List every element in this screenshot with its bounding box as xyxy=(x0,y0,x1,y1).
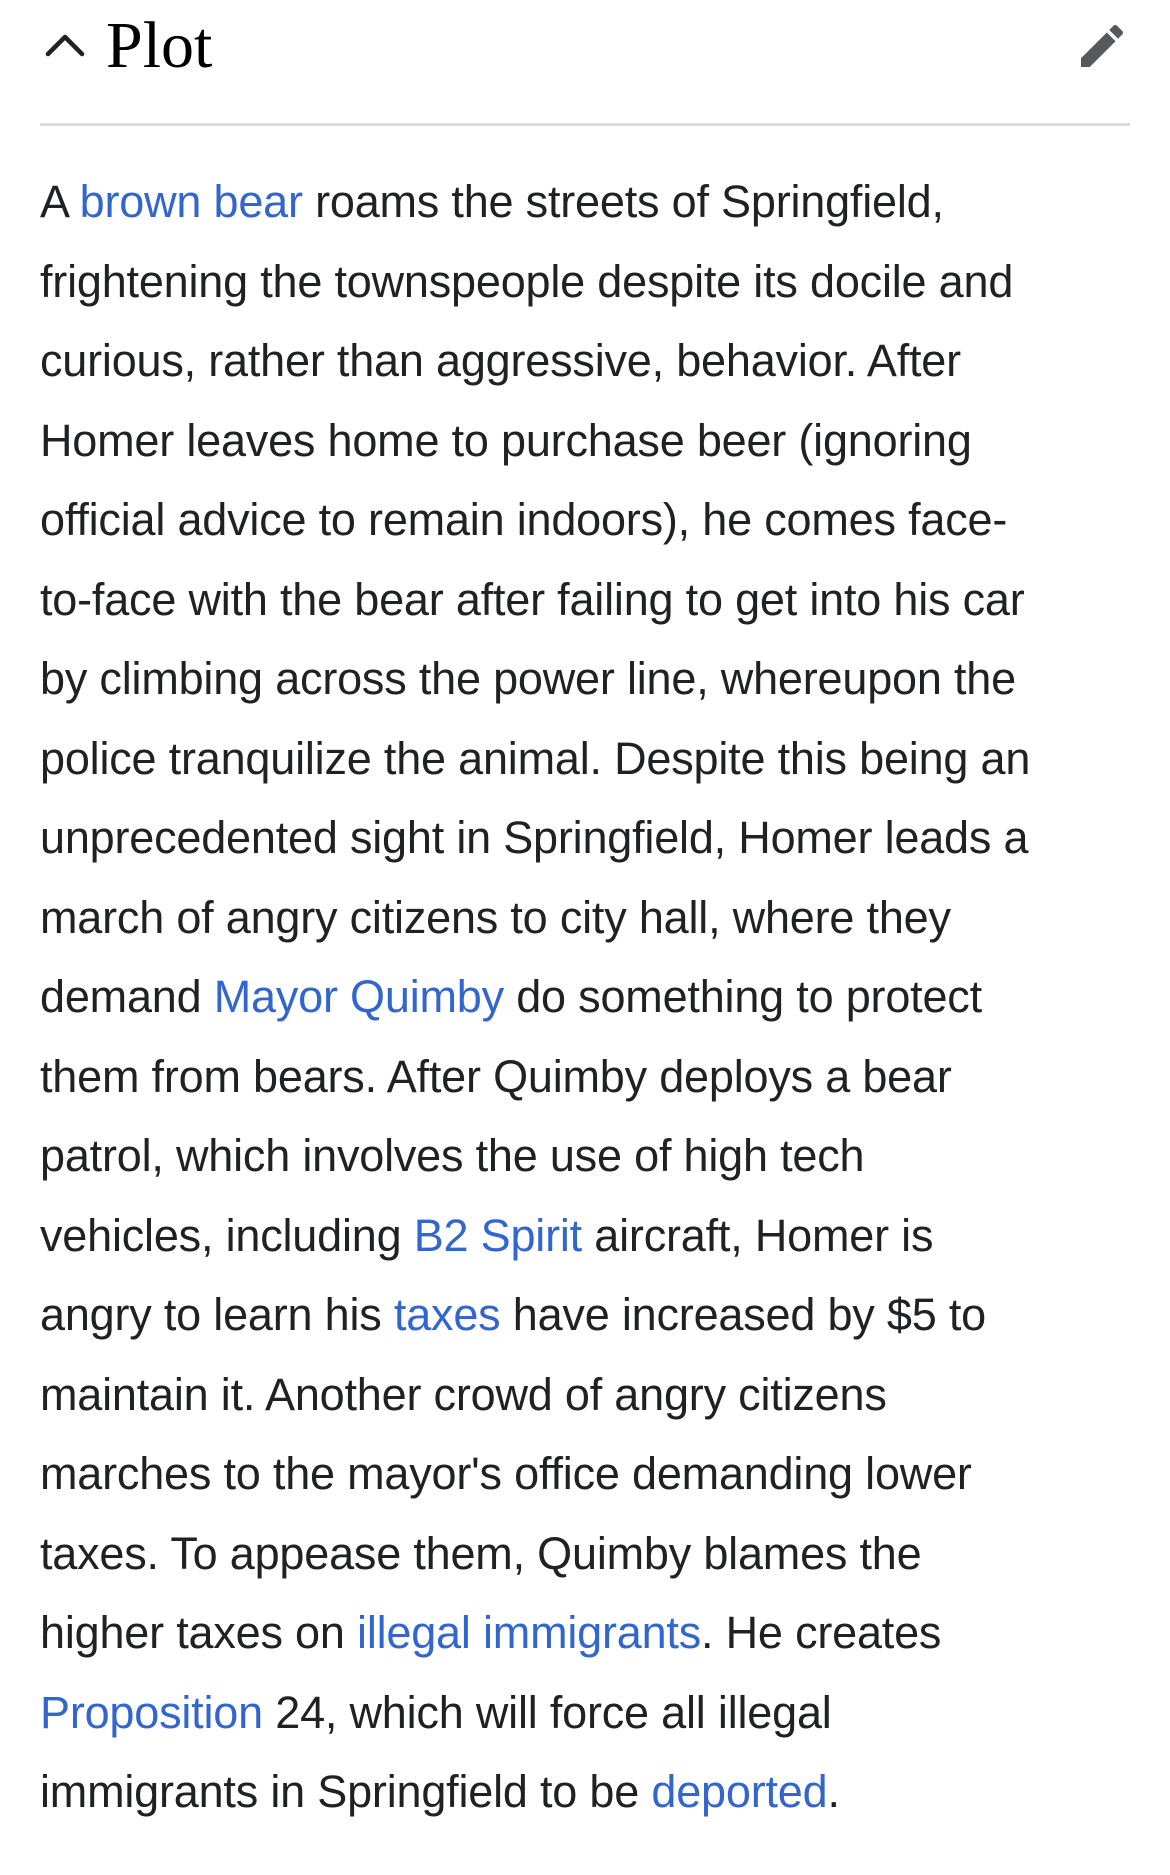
text-run: aircraft, Homer is xyxy=(582,1209,934,1261)
text-run: angry to learn his xyxy=(40,1289,394,1340)
text-line xyxy=(40,1275,1140,1355)
plot-section-content xyxy=(40,162,1140,1832)
text-run: vehicles, including xyxy=(40,1209,414,1261)
text-line: official advice to remain indoors), he comes face- xyxy=(40,494,1008,545)
link-proposition[interactable]: Proposition xyxy=(40,1686,263,1738)
text-line: curious, rather than aggressive, behavior. After xyxy=(40,335,961,386)
text-line xyxy=(40,1196,1140,1276)
chevron-up-icon[interactable] xyxy=(42,22,88,68)
text-line xyxy=(40,162,1140,242)
text-line: patrol, which involves the use of high tech xyxy=(40,1130,865,1181)
text-line: taxes. To appease them, Quimby blames the xyxy=(40,1527,922,1579)
text-run: immigrants in Springfield to be xyxy=(40,1766,652,1817)
text-run: roams the streets of Springfield, xyxy=(302,176,944,227)
text-run: . He creates xyxy=(701,1607,942,1658)
text-line: by climbing across the power line, whereupon the xyxy=(40,653,1016,704)
text-run: A xyxy=(40,176,80,227)
link-mayor-quimby[interactable]: Mayor Quimby xyxy=(213,971,504,1022)
text-line xyxy=(40,1752,1140,1832)
link-deported[interactable]: deported xyxy=(651,1766,828,1817)
text-line: frightening the townspeople despite its docile and xyxy=(40,255,1014,307)
text-line xyxy=(40,1673,1140,1753)
text-line: Homer leaves home to purchase beer (ignoring xyxy=(40,414,972,466)
link-b2-spirit[interactable]: B2 Spirit xyxy=(413,1209,582,1261)
section-header xyxy=(40,0,1130,126)
text-line: to-face with the bear after failing to get into his car xyxy=(40,573,1025,625)
text-run: do something to protect xyxy=(503,971,982,1022)
link-brown-bear[interactable]: brown bear xyxy=(79,176,303,227)
text-line: marches to the mayor's office demanding lower xyxy=(40,1448,972,1499)
text-line: maintain it. Another crowd of angry citizens xyxy=(40,1368,887,1420)
section-title[interactable]: Plot xyxy=(106,9,213,82)
text-line xyxy=(40,1593,1140,1673)
text-line xyxy=(40,957,1140,1037)
text-run: demand xyxy=(40,971,214,1022)
text-line: unprecedented sight in Springfield, Homer leads a xyxy=(40,812,1029,863)
plot-paragraph xyxy=(40,162,1140,1832)
link-taxes[interactable]: taxes xyxy=(393,1289,501,1340)
text-run: 24, which will force all illegal xyxy=(262,1686,832,1738)
text-run: have increased by $5 to xyxy=(500,1289,986,1340)
text-run: higher taxes on xyxy=(40,1607,358,1658)
text-line: march of angry citizens to city hall, where they xyxy=(40,891,951,943)
text-line: them from bears. After Quimby deploys a bear xyxy=(40,1050,952,1102)
link-illegal-immigrants[interactable]: illegal immigrants xyxy=(357,1607,702,1658)
text-run: . xyxy=(827,1766,840,1817)
text-line: police tranquilize the animal. Despite this being an xyxy=(40,732,1031,784)
pencil-icon[interactable] xyxy=(1074,18,1130,74)
